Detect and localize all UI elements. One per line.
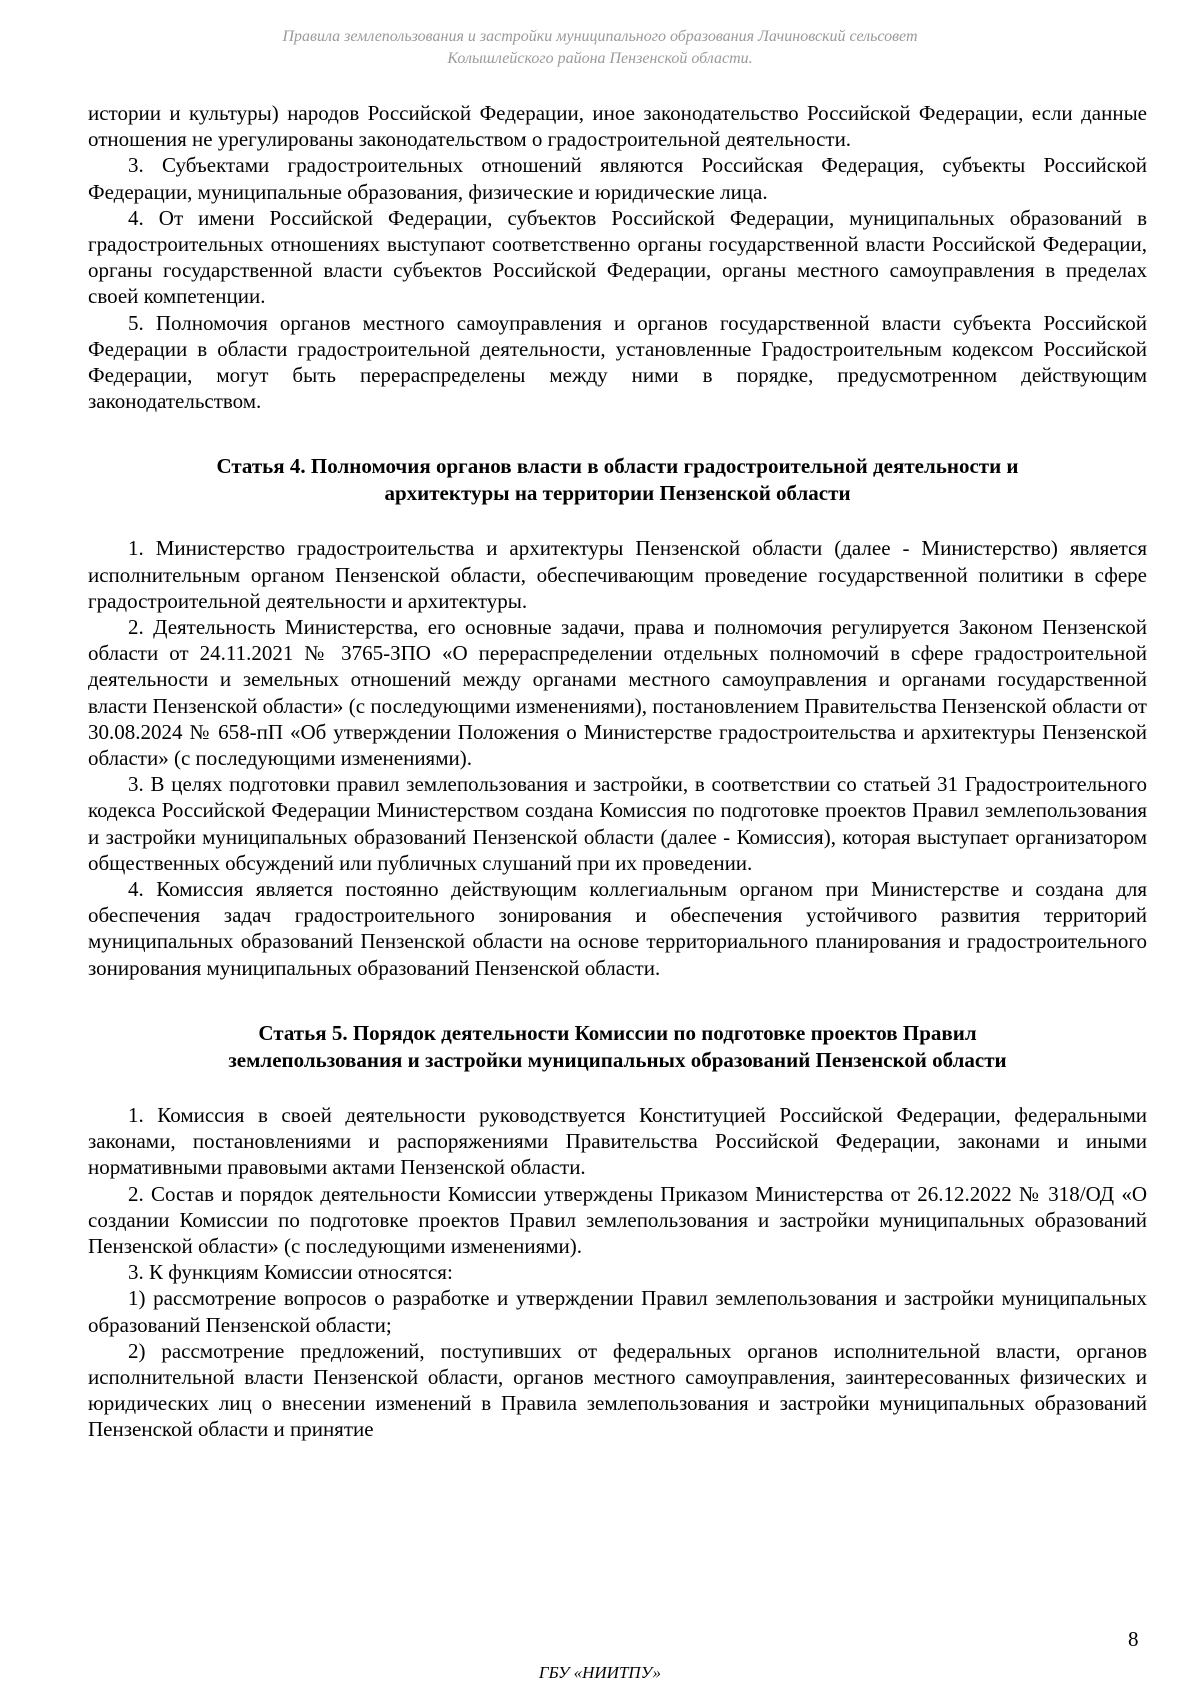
paragraph: 1) рассмотрение вопросов о разработке и утверждении Правил землепользования и застройки муниципальных образований Пензенской области; [88, 1286, 1147, 1337]
paragraph: 5. Полномочия органов местного самоуправления и органов государственной власти субъекта Российской Федерации в области градостроительной деятельности, установленные Градостроительным кодексом Российской Федерации, могут быть перераспределены между ними в порядке, предусмотренном действующим законодательством. [88, 310, 1147, 414]
paragraph: 4. Комиссия является постоянно действующим коллегиальным органом при Министерстве и создана для обеспечения задач градостроительного зонирования и обеспечения устойчивого развития территорий муниципальных образований Пензенской области на основе территориального планирования и градостроительного зонирования муниципальных образований Пензенской области. [88, 877, 1147, 980]
paragraph: 2) рассмотрение предложений, поступивших от федеральных органов исполнительной власти, органов исполнительной власти Пензенской области, органов местного самоуправления, заинтересованных физических и юридических лиц о внесении изменений в Правила землепользования и застройки муниципальных образований Пензенской области и принятие [88, 1338, 1147, 1442]
paragraph: 2. Состав и порядок деятельности Комиссии утверждены Приказом Министерства от 26.12.2022 № 318/ОД «О создании Комиссии по подготовке проектов Правил землепользования и застройки муниципальных образований Пензенской области» (с последующими изменениями). [88, 1181, 1147, 1258]
paragraph: 1. Комиссия в своей деятельности руководствуется Конституцией Российской Федерации, федеральными законами, постановлениями и распоряжениями Правительства Российской Федерации, законами и иными нормативными правовыми актами Пензенской области. [88, 1102, 1147, 1180]
page-number: 8 [1128, 1627, 1139, 1651]
article-5-title-line-2: землепользования и застройки муниципальных образований Пензенской области [228, 1047, 1007, 1072]
paragraph: 4. От имени Российской Федерации, субъектов Российской Федерации, муниципальных образований в градостроительных отношениях выступают соответственно органы государственной власти Российской Федерации, органы государственной власти субъектов Российской Федерации, органы местного самоуправления в пределах своей компетенции. [88, 205, 1147, 309]
paragraph: 3. В целях подготовки правил землепользования и застройки, в соответствии со статьей 31 Градостроительного кодекса Российской Федерации Министерством создана Комиссия по подготовке проектов Правил землепользования и застройки муниципальных образований Пензенской области (далее - Комиссия), которая выступает организатором общественных обсуждений или публичных слушаний при их проведении. [88, 772, 1147, 875]
article-4-heading [88, 453, 1147, 507]
paragraph: 2. Деятельность Министерства, его основные задачи, права и полномочия регулируется Законом Пензенской области от 24.11.2021 № 3765-ЗПО «О перераспределении отдельных полномочий в сфере градостроительной деятельности и земельных отношений между органами местного самоуправления и органами государственной власти Пензенской области» (с последующими изменениями), постановлением Правительства Пензенской области от 30.08.2024 № 658-пП «Об утверждении Положения о Министерстве градостроительства и архитектуры Пензенской области» (с последующими изменениями). [88, 615, 1147, 771]
article-4-title-line-2: архитектуры на территории Пензенской области [384, 481, 851, 506]
document-body [88, 100, 1147, 1443]
article-4-title-line-1: Статья 4. Полномочия органов власти в области градостроительной деятельности и [216, 454, 1019, 479]
paragraph: 1. Министерство градостроительства и архитектуры Пензенской области (далее - Министерство) является исполнительным органом Пензенской области, обеспечивающим проведение государственной политики в сфере градостроительной деятельности и архитектуры. [88, 536, 1147, 613]
article-5-title-line-1: Статья 5. Порядок деятельности Комиссии по подготовке проектов Правил [258, 1020, 977, 1045]
article-5-heading [88, 1020, 1147, 1074]
header-line-2: Колышлейского района Пензенской области. [447, 50, 753, 67]
paragraph: 3. К функциям Комиссии относятся: [128, 1260, 453, 1285]
paragraph-continued: истории и культуры) народов Российской Федерации, иное законодательство Российской Федерации, если данные отношения не урегулированы законодательством о градостроительной деятельности. [88, 101, 1147, 152]
header-line-1: Правила землепользования и застройки муниципального образования Лачиновский сельсовет [282, 28, 918, 45]
paragraph: 3. Субъектами градостроительных отношений являются Российская Федерация, субъекты Российской Федерации, муниципальные образования, физические и юридические лица. [88, 153, 1147, 204]
running-header [100, 26, 1100, 70]
running-footer: ГБУ «НИИТПУ» [538, 1663, 662, 1682]
